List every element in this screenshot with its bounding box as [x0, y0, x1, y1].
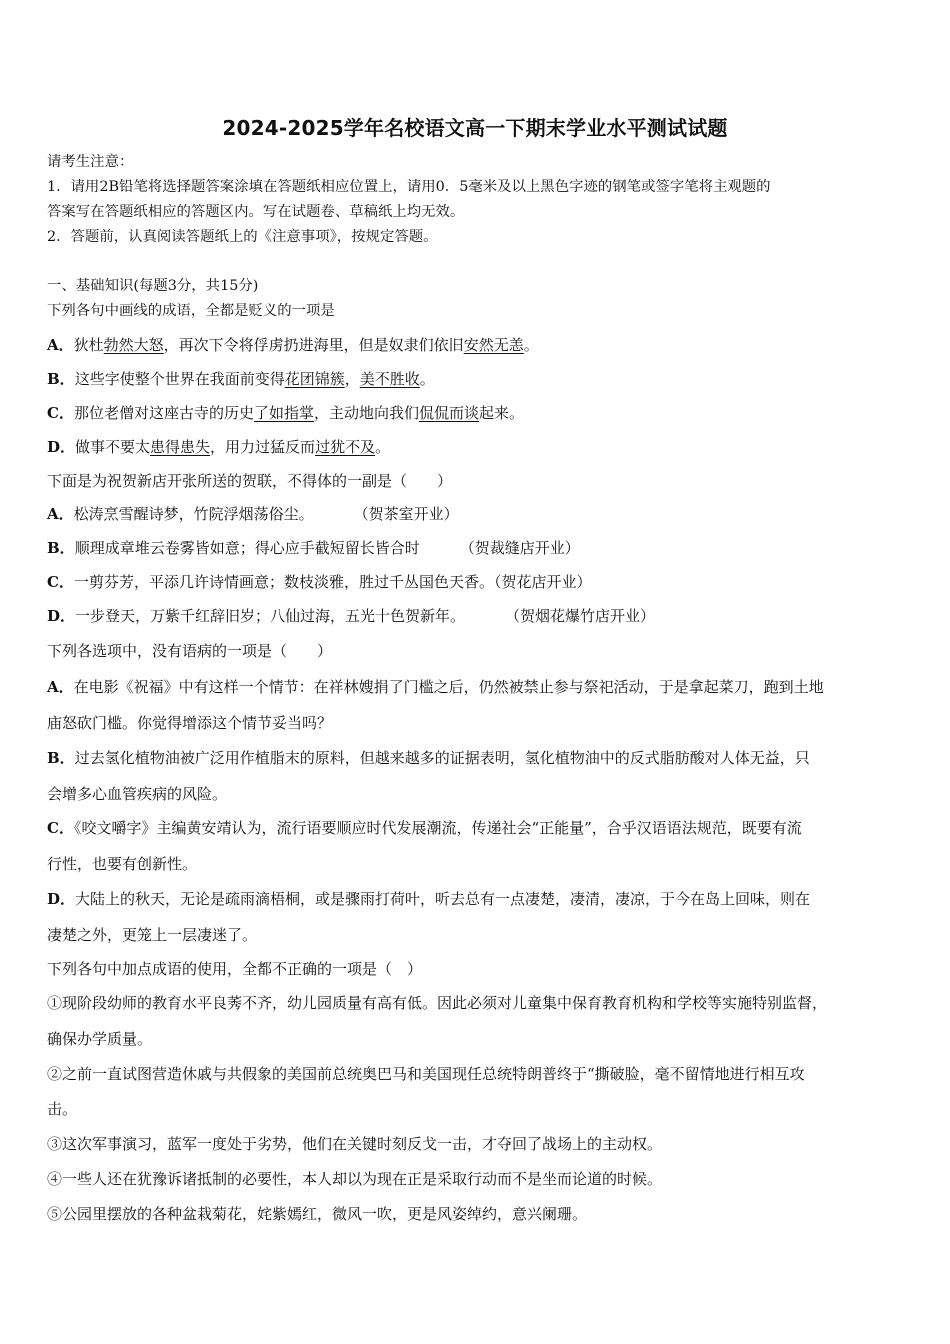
option-text: 那位老僧对这座古寺的历史: [73, 404, 254, 422]
option-label: B．: [47, 370, 75, 388]
option-label: B．: [47, 749, 75, 767]
question-4-sentence-1-line-1: ①现阶段幼师的教育水平良莠不齐，幼儿园质量有高有低。因此必须对儿童集中保育教育机构和学校等实施特别监督，: [47, 994, 828, 1012]
option-text: 做事不要太: [75, 438, 151, 456]
question-4-sentence-2-line-2: 击。: [47, 1100, 78, 1118]
question-3-option-d-line-1: [47, 889, 917, 909]
question-4-sentence-3: ③这次军事演习，蓝军一度处于劣势，他们在关键时刻反戈一击，才夺回了战场上的主动权。: [47, 1135, 663, 1153]
underlined-idiom: 侃侃而谈: [419, 404, 480, 422]
option-label: D．: [47, 607, 76, 625]
option-text: ，用力过猛反而: [210, 438, 316, 456]
option-text: 。: [375, 438, 391, 456]
notice-item-1-line-1: 1．请用2B铅笔将选择题答案涂填在答题纸相应位置上，请用0．5毫米及以上黑色字迹的钢笔或签字笔将主观题的: [47, 179, 771, 195]
option-label: C．: [47, 404, 74, 422]
question-1-stem: 下列各句中画线的成语，全都是贬义的一项是: [47, 303, 335, 319]
option-label: A．: [47, 678, 74, 696]
option-note: （贺茶室开业）: [353, 505, 459, 523]
underlined-idiom: 过犹不及: [315, 438, 376, 456]
question-4-sentence-1-line-2: 确保办学质量。: [47, 1030, 153, 1048]
question-1-option-c: [47, 403, 917, 423]
question-2-option-a: [47, 504, 917, 524]
option-text: ，再次下令将俘虏扔进海里，但是奴隶们依旧: [163, 336, 464, 354]
option-text: 《咬文嚼字》主编黄安靖认为，流行语要顺应时代发展潮流，传递社会“正能量”，合乎汉语语法规范，既要有流: [73, 819, 802, 837]
question-3-option-b-line-2: 会增多心血管疾病的风险。: [47, 785, 228, 803]
notice-item-1-line-2: 答案写在答题纸相应的答题区内。写在试题卷、草稿纸上均无效。: [47, 204, 465, 220]
section-header: 一、基础知识(每题3分，共15分): [47, 278, 259, 294]
underlined-idiom: 了如指掌: [253, 404, 314, 422]
question-2-stem: 下面是为祝贺新店开张所送的贺联，不得体的一副是（ ）: [47, 472, 453, 490]
question-2-option-b: [47, 538, 917, 558]
option-note: （贺花店开业）: [493, 573, 592, 591]
notice-heading: 请考生注意：: [47, 154, 134, 170]
option-label: C．: [47, 819, 74, 837]
option-text: 顺理成章堆云卷雾皆如意；得心应手截短留长皆合时: [74, 539, 420, 557]
option-label: C．: [47, 573, 74, 591]
question-1-option-a: [47, 335, 917, 355]
option-text: 这些字使整个世界在我面前变得: [74, 370, 285, 388]
option-text: 一步登天，万紫千红辞旧岁；八仙过海，五光十色贺新年。: [75, 607, 466, 625]
option-text: 过去氢化植物油被广泛用作植脂末的原料，但越来越多的证据表明，氢化植物油中的反式脂肪酸对人体无益，只: [74, 749, 810, 767]
option-text: ，主动地向我们: [313, 404, 419, 422]
question-3-option-a-line-2: 庙怒砍门槛。你觉得增添这个情节妥当吗？: [47, 714, 333, 732]
question-3-option-d-line-2: 凄楚之外，更笼上一层凄迷了。: [47, 926, 258, 944]
question-3-option-c-line-1: [47, 818, 917, 838]
underlined-idiom: 患得患失: [150, 438, 211, 456]
option-text: 。: [419, 370, 435, 388]
question-1-option-b: [47, 369, 917, 389]
page-title: 2024-2025学年名校语文高一下期末学业水平测试试题: [222, 116, 728, 140]
question-2-option-d: [47, 606, 917, 626]
question-3-option-c-line-2: 行性，也要有创新性。: [47, 855, 198, 873]
question-3-option-a-line-1: [47, 677, 917, 697]
option-text: 大陆上的秋天，无论是疏雨滴梧桐，或是骤雨打荷叶，听去总有一点凄楚，凄清，凄凉，于今在岛上回味，则在: [75, 890, 811, 908]
option-label: A．: [47, 505, 74, 523]
underlined-idiom: 勃然大怒: [103, 336, 164, 354]
option-text: 松涛烹雪醒诗梦，竹院浮烟荡俗尘。: [73, 505, 314, 523]
option-text: 在电影《祝福》中有这样一个情节：在祥林嫂捐了门槛之后，仍然被禁止参与祭祀活动，于是拿起菜刀，跑到土地: [73, 678, 824, 696]
underlined-idiom: 安然无恙: [463, 336, 524, 354]
question-2-option-c: [47, 572, 917, 592]
option-note: （贺烟花爆竹店开业）: [505, 607, 656, 625]
question-4-sentence-4: ④一些人还在犹豫诉诸抵制的必要性，本人却以为现在正是采取行动而不是坐而论道的时候。: [47, 1170, 663, 1188]
option-text: 起来。: [479, 404, 525, 422]
option-text: ，: [344, 370, 360, 388]
option-label: B．: [47, 539, 75, 557]
option-label: A．: [47, 336, 74, 354]
option-label: D．: [47, 890, 76, 908]
option-text: 狄杜: [73, 336, 104, 354]
option-label: D．: [47, 438, 76, 456]
option-text: 。: [523, 336, 539, 354]
question-4-stem: 下列各句中加点成语的使用，全都不正确的一项是（ ）: [47, 960, 423, 978]
question-1-option-d: [47, 437, 917, 457]
notice-item-2: 2．答题前，认真阅读答题纸上的《注意事项》，按规定答题。: [47, 229, 438, 245]
question-4-sentence-2-line-1: ②之前一直试图营造休戚与共假象的美国前总统奥巴马和美国现任总统特朗普终于“撕破脸，毫不留情地进行相互攻: [47, 1065, 805, 1083]
question-4-sentence-5: ⑤公园里摆放的各种盆栽菊花，姹紫嫣红，微风一吹，更是风姿绰约，意兴阑珊。: [47, 1205, 588, 1223]
question-3-stem: 下列各选项中，没有语病的一项是（ ）: [47, 642, 333, 660]
option-note: （贺裁缝店开业）: [459, 539, 580, 557]
underlined-idiom: 美不胜收: [359, 370, 420, 388]
option-text: 一剪芬芳，平添几许诗情画意；数枝淡雅，胜过千丛国色天香。: [73, 573, 494, 591]
underlined-idiom: 花团锦簇: [284, 370, 345, 388]
question-3-option-b-line-1: [47, 748, 917, 768]
